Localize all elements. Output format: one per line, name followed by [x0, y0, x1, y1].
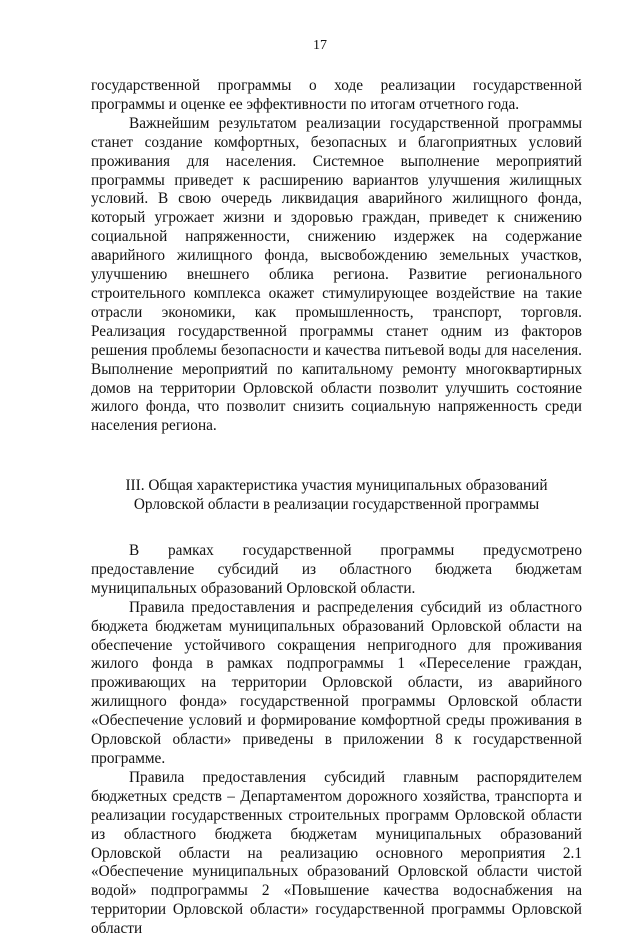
paragraph-rules-subprogram-1: Правила предоставления и распределения субсидий из областного бюджета бюджетам муниципальных образований Орловской области на обеспечение устойчивого сокращения непригодного для проживания жилого фонда в рамках подпрограммы 1 «Переселение граждан, проживающих на территории Орловской области, из аварийного жилищного фонда» государственной программы Орловской области «Обеспечение условий и формирование комфортной среды проживания в Орловской области» приведены в приложении 8 к государственной программе.: [91, 598, 582, 767]
page-number: 17: [313, 38, 327, 53]
document-body: [91, 77, 582, 939]
paragraph-continuation: государственной программы о ходе реализации государственной программы и оценке ее эффективности по итогам отчетного года.: [91, 77, 582, 113]
section-heading-line-1: III. Общая характеристика участия муниципальных образований: [125, 477, 548, 495]
paragraph-subsidies: В рамках государственной программы предусмотрено предоставление субсидий из областного бюджета бюджетам муниципальных образований Орловской области.: [91, 542, 582, 597]
paragraph-results: Важнейшим результатом реализации государственной программы станет создание комфортных, безопасных и благоприятных условий проживания для населения. Системное выполнение мероприятий программы приведет к расширению вариантов улучшения жилищных условий. В свою очередь ликвидация аварийного жилищного фонда, который угрожает жизни и здоровью граждан, приведет к снижению социальной напряженности, снижению издержек на содержание аварийного жилищного фонда, высвобождению земельных участков, улучшению внешнего облика региона. Развитие регионального строительного комплекса окажет стимулирующее воздействие на такие отрасли экономики, как промышленность, транспорт, торговля. Реализация государственной программы станет одним из факторов решения проблемы безопасности и качества питьевой воды для населения. Выполнение мероприятий по капитальному ремонту многоквартирных домов на территории Орловской области позволит улучшить состояние жилого фонда, что позволит снизить социальную напряженность среди населения региона.: [91, 114, 582, 435]
paragraph-rules-subprogram-2: Правила предоставления субсидий главным распорядителем бюджетных средств – Департаментом дорожного хозяйства, транспорта и реализации государственных строительных программ Орловской области из областного бюджета бюджетам муниципальных образований Орловской области на реализацию основного мероприятия 2.1 «Обеспечение муниципальных образований Орловской области чистой водой» подпрограммы 2 «Повышение качества водоснабжения на территории Орловской области» государственной программы Орловской области: [91, 768, 582, 938]
section-heading: [91, 477, 582, 515]
section-heading-line-2: Орловской области в реализации государственной программы: [133, 496, 540, 514]
